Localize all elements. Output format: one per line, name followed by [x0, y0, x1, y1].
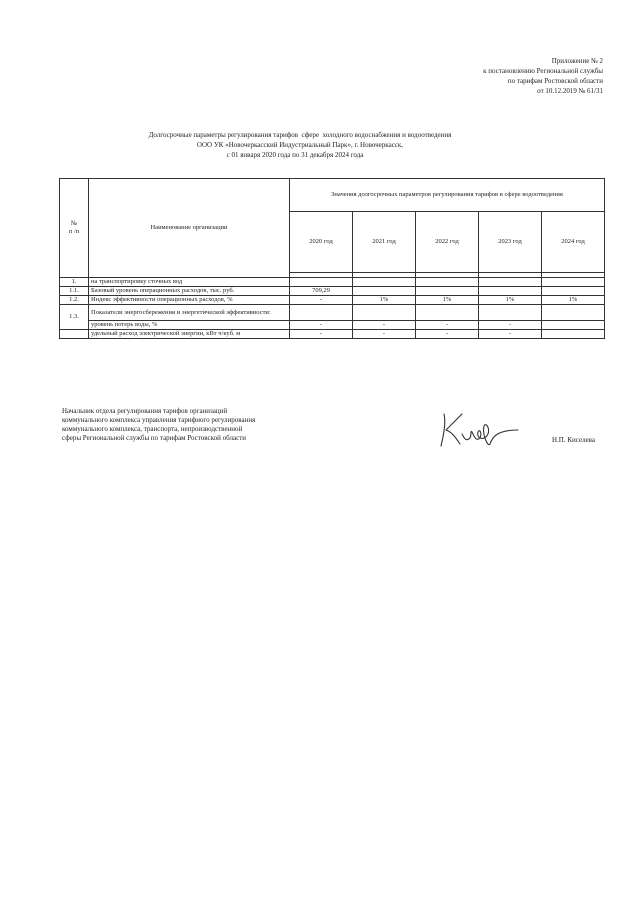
header-organization-name: Наименование организации	[89, 179, 290, 278]
header-year: 2021 год	[353, 212, 416, 273]
row-value: -	[416, 330, 479, 339]
row-value: -	[416, 321, 479, 330]
table-row	[60, 278, 605, 287]
row-value	[353, 287, 416, 296]
header-year: 2022 год	[416, 212, 479, 273]
row-value: 1%	[479, 296, 542, 305]
row-value	[416, 305, 479, 321]
row-value	[542, 287, 605, 296]
row-name: удельный расход электрической энергии, кВт ч/куб. м	[89, 330, 290, 339]
row-value: -	[479, 321, 542, 330]
row-number: 1.1.	[60, 287, 89, 296]
row-name: Показатели энергосбережения и энергетической эффективности:	[89, 305, 290, 321]
row-name: на транспортировку сточных вод	[89, 278, 290, 287]
row-value: -	[353, 321, 416, 330]
row-value: 1%	[542, 296, 605, 305]
row-value	[479, 305, 542, 321]
row-value: 1%	[353, 296, 416, 305]
signer-name: Н.П. Киселева	[552, 436, 595, 444]
table-row	[60, 296, 605, 305]
row-value	[416, 287, 479, 296]
title-line-1: Долгосрочные параметры регулирования тарифов сфере холодного водоснабжения и водоотведения	[148, 131, 452, 139]
row-value	[542, 321, 605, 330]
table-row	[60, 321, 605, 330]
row-value: -	[290, 321, 353, 330]
row-value	[353, 278, 416, 287]
row-name: Индекс эффективности операционных расходов, %	[89, 296, 290, 305]
row-number: 1.2.	[60, 296, 89, 305]
header-parameter-group: Значения долгосрочных параметров регулирования тарифов в сфере водоотведения	[290, 179, 605, 212]
row-number: 1.3.	[60, 305, 89, 330]
row-value: 709,29	[290, 287, 353, 296]
handwritten-signature	[432, 408, 522, 457]
row-value	[479, 287, 542, 296]
row-value: -	[353, 330, 416, 339]
row-value	[416, 278, 479, 287]
row-value	[479, 278, 542, 287]
position-line-1: Начальник отдела регулирования тарифов организаций	[62, 407, 228, 415]
title-line-3: с 01 января 2020 года по 31 декабря 2024 года	[226, 151, 364, 159]
position-line-4: сферы Региональной службы по тарифам Ростовской области	[62, 434, 247, 442]
row-value: 1%	[416, 296, 479, 305]
row-number: 1.	[60, 278, 89, 287]
header-year: 2020 год	[290, 212, 353, 273]
table-row	[60, 287, 605, 296]
row-value: -	[290, 296, 353, 305]
row-name: Базовый уровень операционных расходов, тыс. руб.	[89, 287, 290, 296]
appendix-line-3: по тарифам Ростовской области	[507, 77, 603, 85]
row-number	[60, 330, 89, 339]
row-value	[290, 305, 353, 321]
position-line-2: коммунального комплекса управления тарифного регулирования	[62, 416, 256, 424]
position-line-3: коммунального комплекса, транспорта, непроизводственной	[62, 425, 243, 433]
title-line-2: ООО УК «Новочеркасский Индустриальный Парк», г. Новочеркасск,	[196, 141, 404, 149]
row-value	[290, 278, 353, 287]
row-value	[542, 305, 605, 321]
document-title	[0, 130, 640, 160]
appendix-line-4: от 10.12.2019 № 61/31	[537, 87, 603, 95]
header-year: 2024 год	[542, 212, 605, 273]
header-year: 2023 год	[479, 212, 542, 273]
row-name: уровень потерь воды, %	[89, 321, 290, 330]
tariff-parameters-table	[59, 178, 605, 339]
table-row	[60, 330, 605, 339]
row-value	[542, 330, 605, 339]
appendix-header	[483, 56, 603, 96]
appendix-line-1: Приложение № 2	[551, 57, 603, 65]
header-number: № п /п	[60, 179, 89, 278]
signatory-position	[62, 407, 255, 443]
table-row	[60, 305, 605, 321]
row-value	[353, 305, 416, 321]
row-value: -	[479, 330, 542, 339]
appendix-line-2: к постановлению Региональной службы	[483, 67, 603, 75]
row-value: -	[290, 330, 353, 339]
row-value	[542, 278, 605, 287]
